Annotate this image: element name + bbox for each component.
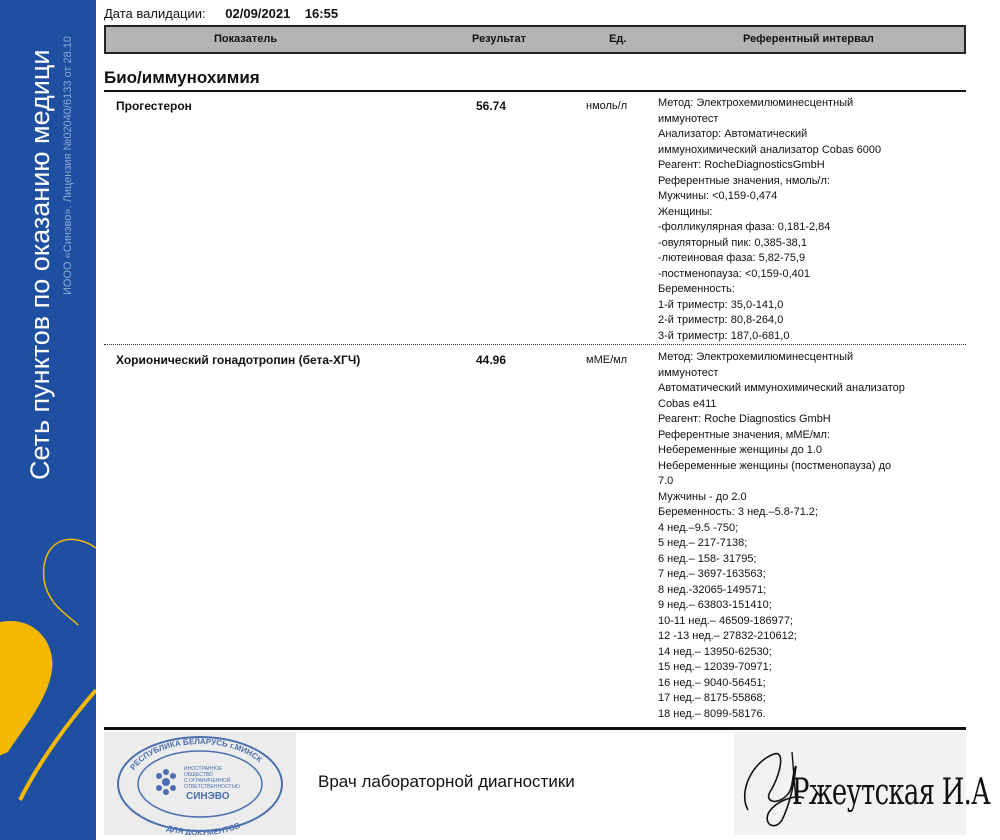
validation-time: 16:55 <box>304 6 339 21</box>
signature-name: Ржеутская И.А <box>792 772 991 813</box>
reference-line: 6 нед.– 158- 31795; <box>658 552 757 565</box>
reference-line: -овуляторный пик: 0,385-38,1 <box>658 236 807 249</box>
header-reference: Референтный интервал <box>743 33 874 45</box>
row-divider <box>104 344 966 345</box>
svg-text:РЕСПУБЛИКА БЕЛАРУСЬ г.МИНСК: РЕСПУБЛИКА БЕЛАРУСЬ г.МИНСК <box>128 736 264 772</box>
reference-line: 2-й триместр: 80,8-264,0 <box>658 314 784 326</box>
test-unit: мМЕ/мл <box>586 354 628 366</box>
report-footer <box>104 732 991 838</box>
reference-line: Реагент: Roche Diagnostics GmbH <box>658 413 831 425</box>
section-title: Био/иммунохимия <box>104 68 260 87</box>
reference-line: Женщины: <box>658 205 713 218</box>
reference-line: Мужчины - до 2.0 <box>658 490 747 503</box>
reference-line: 15 нед.– 12039-70971; <box>658 661 772 673</box>
reference-line: Автоматический иммунохимический анализатор <box>658 382 905 394</box>
reference-line: 7.0 <box>658 475 674 487</box>
reference-line: 5 нед.– 217-7138; <box>658 537 748 549</box>
reference-line: 12 -13 нед.– 27832-210612; <box>658 630 797 642</box>
reference-line: 18 нед.– 8099-58176. <box>658 707 766 720</box>
validation-line <box>104 6 338 21</box>
license-text: ИООО «Синэво». Лицензия №02040/6133 от 28.10 <box>62 36 74 295</box>
stamp <box>104 732 296 835</box>
reference-line: 17 нед.– 8175-55868; <box>658 692 766 704</box>
brand-decoration-icon <box>0 0 96 840</box>
reference-line: Cobas e411 <box>658 397 717 410</box>
reference-line: Небеременные женщины (постменопауза) до <box>658 459 892 472</box>
reference-interval <box>658 350 958 722</box>
doctor-title: Врач лабораторной диагностики <box>318 772 575 791</box>
test-result: 44.96 <box>476 353 507 367</box>
reference-line: 4 нед.–9.5 -750; <box>658 521 739 534</box>
header-indicator: Показатель <box>214 33 278 45</box>
section-divider <box>104 90 966 92</box>
network-slogan: Сеть пунктов по оказанию медици <box>25 49 55 480</box>
reference-line: Реагент: RocheDiagnosticsGmbH <box>658 159 825 171</box>
svg-text:С ОГРАНИЧЕННОЙ: С ОГРАНИЧЕННОЙ <box>184 778 231 784</box>
reference-line: Метод: Электрохемилюминесцентный <box>658 97 854 109</box>
svg-text:ДЛЯ ДОКУМЕНТОВ: ДЛЯ ДОКУМЕНТОВ <box>165 820 242 835</box>
signature <box>734 732 991 835</box>
test-result: 56.74 <box>476 99 507 113</box>
reference-line: Референтные значения, мМЕ/мл: <box>658 428 830 441</box>
svg-text:ИНОСТРАННОЕ: ИНОСТРАННОЕ <box>184 766 223 772</box>
reference-line: Небеременные женщины до 1.0 <box>658 444 823 456</box>
reference-line: Метод: Электрохемилюминесцентный <box>658 351 854 363</box>
validation-label: Дата валидации: <box>104 6 206 21</box>
reference-line: 3-й триместр: 187,0-681,0 <box>658 329 790 342</box>
table-header <box>104 25 966 54</box>
header-unit: Ед. <box>609 33 627 45</box>
reference-line: -лютеиновая фаза: 5,82-75,9 <box>658 252 806 264</box>
reference-line: 1-й триместр: 35,0-141,0 <box>658 298 784 311</box>
reference-line: Беременность: 3 нед.–5.8-71.2; <box>658 506 819 518</box>
test-name: Хорионический гонадотропин (бета-ХГЧ) <box>116 353 361 367</box>
brand-sidebar <box>0 0 96 840</box>
reference-line: 14 нед.– 13950-62530; <box>658 645 772 658</box>
reference-line: иммунотест <box>658 112 719 125</box>
header-result: Результат <box>472 33 527 45</box>
test-name: Прогестерон <box>116 99 192 113</box>
reference-line: Референтные значения, нмоль/л: <box>658 174 830 187</box>
reference-line: 10-11 нед.– 46509-186977; <box>658 614 793 627</box>
test-unit: нмоль/л <box>586 100 628 112</box>
reference-line: 8 нед.-32065-149571; <box>658 583 767 596</box>
reference-line: Анализатор: Автоматический <box>658 128 808 140</box>
reference-line: иммунохимический анализатор Cobas 6000 <box>658 143 882 156</box>
stamp-seal-icon <box>104 732 296 835</box>
reference-line: -постменопауза: <0,159-0,401 <box>658 267 811 280</box>
reference-line: 7 нед.– 3697-163563; <box>658 568 766 580</box>
svg-text:ОТВЕТСТВЕННОСТЬЮ: ОТВЕТСТВЕННОСТЬЮ <box>184 784 240 790</box>
reference-line: Мужчины: <0,159-0,474 <box>658 190 778 202</box>
reference-line: 9 нед.– 63803-151410; <box>658 599 772 611</box>
validation-date: 02/09/2021 <box>225 6 291 21</box>
reference-line: -фолликулярная фаза: 0,181-2,84 <box>658 221 831 233</box>
svg-text:СИНЭВО: СИНЭВО <box>186 791 230 802</box>
reference-line: 16 нед.– 9040-56451; <box>658 676 766 689</box>
reference-line: иммунотест <box>658 366 719 379</box>
reference-line: Беременность: <box>658 283 735 295</box>
svg-text:ОБЩЕСТВО: ОБЩЕСТВО <box>184 772 213 778</box>
footer-divider <box>104 727 966 730</box>
reference-interval <box>658 96 958 344</box>
